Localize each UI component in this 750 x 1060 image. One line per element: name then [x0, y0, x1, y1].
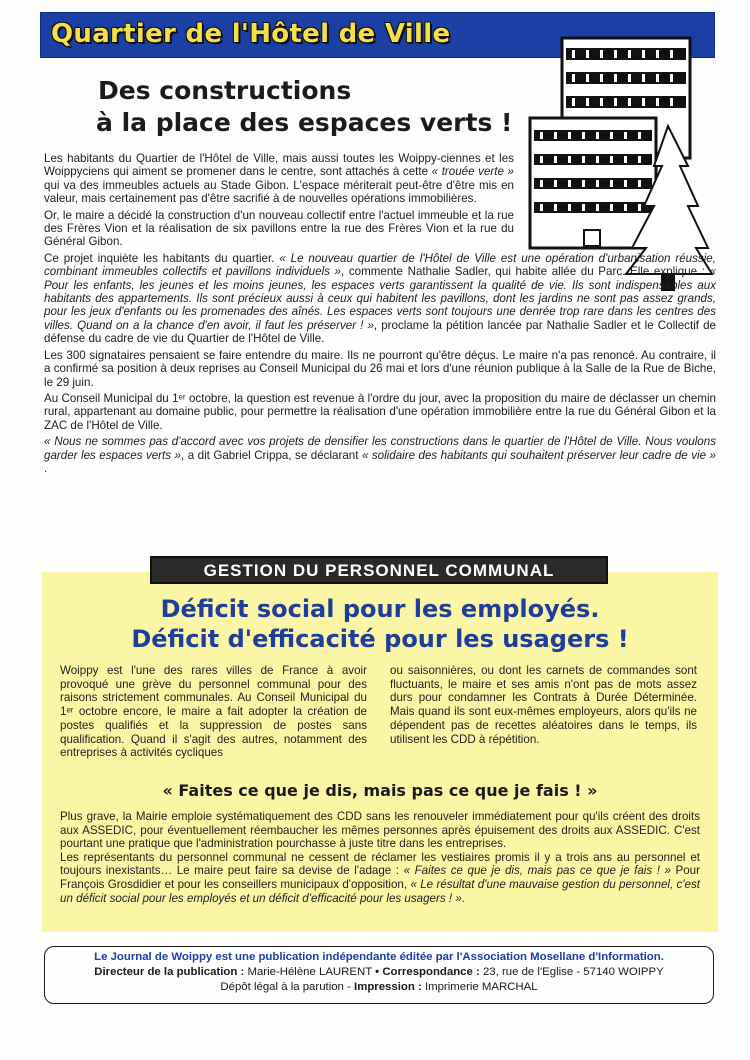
footer-publisher: Le Journal de Woippy est une publication indépendante éditée par l'Association Mosellane d'Information. — [94, 951, 664, 963]
footer-credits: Directeur de la publication : Marie-Hélène LAURENT • Correspondance : 23, rue de l'Eglise - 57140 WOIPPY — [94, 966, 664, 978]
quote-subheading: « Faites ce que je dis, mais pas ce que je fais ! » — [162, 781, 598, 800]
article-headline — [98, 75, 518, 139]
footer-legal: Dépôt légal à la parution - Impression : Imprimerie MARCHAL — [220, 981, 538, 993]
article-body-2 — [60, 810, 700, 905]
article-headline-2 — [60, 594, 700, 654]
paragraph: Or, le maire a décidé la construction d'un nouveau collectif entre l'actuel immeuble et la rue des Frères Vion et la réalisation de six pavillons entre la rue des Frères Vion et la rue du Général Gibon. — [44, 208, 514, 249]
section-title-bar — [150, 556, 608, 584]
paragraph: Les 300 signataires pensaient se faire entendre du maire. Ils ne pourront qu'être déçus. Le maire n'a pas renoncé. Au contraire, il a confirmé sa position à deux reprises au Conseil Municipal du 26 mai et lors d'une réunion publique à la Salle de la Rue de Biche, le 29 juin. — [44, 348, 716, 389]
paragraph: Plus grave, la Mairie emploie systématiquement des CDD sans les renouveler immédiatement pour qu'ils créent des droits aux ASSEDIC, pour éventuellement réembaucher les mêmes personnes après épuisement des droits aux ASSEDIC. C'est pourtant une pratique que l'administration pourchasse à juste titre dans les entreprises. — [60, 810, 700, 851]
section-title: GESTION DU PERSONNEL COMMUNAL — [203, 561, 555, 580]
column-left: Woippy est l'une des rares villes de France à avoir provoqué une grève du personnel communal pour des raisons strictement communales. Au Conseil Municipal du 1ᵉʳ octobre encore, le maire a fait adopter la création de postes qualifiés et la suppression de postes sans qualification. Quand il s'agit des autres, notamment des entreprises à activités cycliques — [60, 664, 367, 760]
banner-title: Quartier de l'Hôtel de Ville — [51, 19, 451, 49]
publication-footer — [44, 946, 714, 1004]
paragraph: Ce projet inquiète les habitants du quartier. « Le nouveau quartier de l'Hôtel de Ville est une opération d'urbanisation réussie, combinant immeubles collectifs et pavillons individuels », commente Nathalie Sadler, qui habite allée du Parc. Elle explique : « Pour les enfants, les jeunes et les moins jeunes, les espaces verts garantissent la qualité de vie. Ils sont indispensables aux habitants des appartements. Ils sont précieux aussi à ceux qui habitent les pavillons, dont les jardins ne sont pas assez grands, pour les jeux d'enfants ou les promenades des aînés. Les espaces verts sont toujours une denrée trop rare dans les centres des villes. Quand on a la chance d'en avoir, il faut les préserver ! », proclame la pétition lancée par Nathalie Sadler et le Collectif de défense du cadre de vie du Quartier de l'Hôtel de Ville. — [44, 251, 716, 346]
headline-line-2: à la place des espaces verts ! — [96, 108, 513, 137]
headline-line-2: Déficit d'efficacité pour les usagers ! — [131, 625, 629, 653]
column-right: ou saisonnières, ou dont les carnets de commandes sont fluctuants, le maire et ses amis n'ont pas de mots assez durs pour condamner les Contrats à Durée Déterminée. Mais quand ils sont eux-mêmes employeurs, alors qu'ils ne dépendent pas de recettes aléatoires dans le temps, ils utilisent les CDD à répétition. — [390, 664, 697, 746]
paragraph: Les habitants du Quartier de l'Hôtel de Ville, mais aussi toutes les Woippy-ciennes et les Woippyciens qui aiment se promener dans le centre, sont attachés à cette « trouée verte » qui va des immeubles actuels au Stade Gibon. L'espace mériterait peut-être d'être mis en valeur, mais certainement pas d'être sacrifié à de nouvelles opérations immobilières. — [44, 152, 514, 206]
paragraph: Au Conseil Municipal du 1ᵉʳ octobre, la question est revenue à l'ordre du jour, avec la proposition du maire de déclasser un chemin rural, appartenant au domaine public, pour permettre la réalisation d'une opération immobilière entre la rue du Général Gibon et la ZAC de l'Hôtel de Ville. — [44, 391, 716, 432]
paragraph: Les représentants du personnel communal ne cessent de réclamer les vestiaires promis il y a trois ans au personnel et toujours inexistants… Le maire peut faire sa devise de l'adage : « Faites ce que je dis, mais pas ce que je fais ! » Pour François Grosdidier et pour les conseillers municipaux d'opposition, « Le résultat d'une mauvaise gestion du personnel, c'est un déficit social pour les employés et un déficit d'efficacité pour les usagers ! ». — [60, 850, 700, 905]
paragraph: « Nous ne sommes pas d'accord avec vos projets de densifier les constructions dans le quartier de l'Hôtel de Ville. Nous voulons garder les espaces verts », a dit Gabriel Crippa, se déclarant « solidaire des habitants qui souhaitent préserver leur cadre de vie » . — [44, 435, 716, 475]
article-body — [44, 152, 716, 478]
headline-line-1: Déficit social pour les employés. — [160, 595, 600, 623]
headline-line-1: Des constructions — [98, 76, 352, 105]
